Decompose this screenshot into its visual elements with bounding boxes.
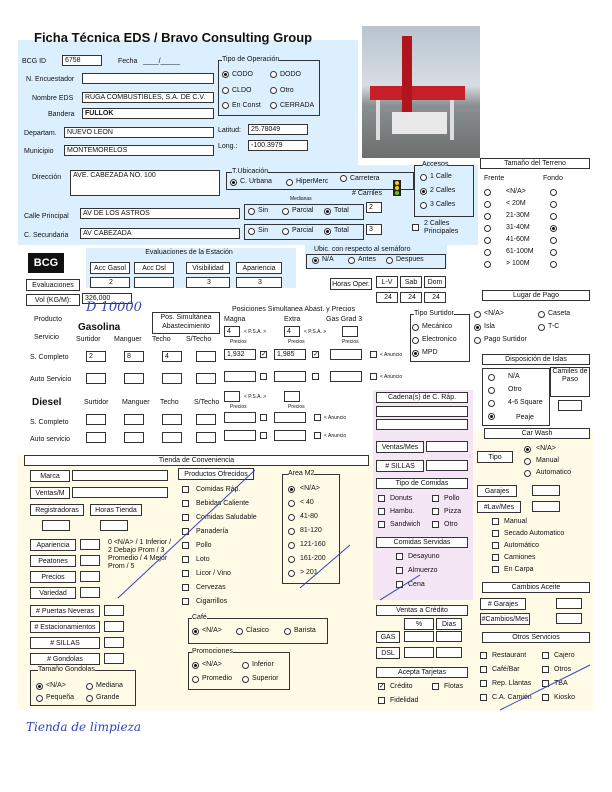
camiles-label: Camiles de Paso: [550, 367, 590, 397]
secundaria-label: C. Secundaria: [24, 232, 69, 239]
comidas-title: Tipo de Comidas: [376, 478, 468, 489]
dsl-col-header: Techo: [160, 399, 179, 406]
comida-label: Hambu.: [390, 508, 415, 515]
promo-na-label: <N/A>: [202, 661, 222, 668]
magna-precio-field[interactable]: 1,932: [224, 349, 256, 360]
apariencia-label: Apariencia: [30, 539, 76, 551]
terreno-row-label: 31-40M: [506, 224, 530, 231]
semaforo-title: Ubic. con respecto al semáforo: [314, 246, 411, 253]
flotas-label: Flotas: [444, 683, 464, 690]
extra-label: Extra: [284, 316, 301, 323]
principales-label: 2 Calles Principales: [424, 220, 459, 235]
carriles-field-2[interactable]: 3: [366, 224, 382, 235]
servicios-title: Otros Servicios: [482, 632, 590, 643]
carriles-field-1[interactable]: 2: [366, 202, 382, 213]
promo-superior-label: Superior: [252, 675, 279, 682]
evaluaciones-title: Evaluaciones de la Estación: [90, 248, 288, 259]
estacionamientos-label: # Estacionamientos: [30, 621, 100, 633]
eval-header: Apariencia: [236, 262, 282, 274]
servicio-label: Kiosko: [554, 694, 576, 701]
gondola-pequena-label: Pequeña: [46, 694, 75, 701]
gondola-mediana-label: Mediana: [96, 682, 123, 689]
total-label-2: Total: [334, 227, 349, 234]
calle-label: Calle Principal: [24, 213, 69, 220]
magna-precios-label: Precios: [230, 339, 247, 345]
carwash-check-label: En Carpa: [504, 566, 534, 573]
extra-precio-checkbox[interactable]: ✓: [313, 351, 319, 358]
area-label: 81-120: [300, 527, 322, 534]
comida-label: Donuts: [390, 495, 413, 502]
bcg-id-label: BCG ID: [22, 58, 47, 65]
gas-col-header: Manguer: [114, 336, 142, 343]
page-title: Ficha Técnica EDS / Bravo Consulting Group: [34, 30, 313, 45]
islas-na-label: N/A: [508, 373, 520, 380]
scale-text: 0 <N/A> / 1 Inferior / 2 Debajo Prom / 3 Promedio / 4 Mejor Prom / 5: [108, 539, 172, 570]
variedad-label: Variedad: [30, 587, 76, 599]
islas-square-label: 4-6 Square: [508, 399, 543, 406]
magna-precio-checkbox[interactable]: ✓: [261, 351, 267, 358]
producto-item-label: Pollo: [196, 542, 212, 549]
gas-col-header: Surtidor: [76, 336, 101, 343]
pago-na-label: <N/A>: [484, 310, 504, 317]
fondo-label: Fondo: [543, 175, 563, 182]
auto-anuncio-label: < Anuncio: [380, 374, 403, 380]
carwash-check-label: Secado Automatico: [504, 530, 565, 537]
gondola-na-label: <N/A>: [46, 682, 66, 689]
cafe-title: Café: [192, 614, 207, 621]
diesel-label: Diesel: [32, 397, 62, 408]
producto-item-label: Panadería: [196, 528, 229, 535]
comida-label: Otro: [444, 521, 458, 528]
horas-header: Sab: [400, 276, 422, 288]
gas-col-header: Techo: [152, 336, 171, 343]
bcg-id-field[interactable]: 6758: [62, 55, 102, 66]
secundaria-field[interactable]: AV CABEZADA: [80, 228, 240, 239]
gondola-grande-label: Grande: [96, 694, 120, 701]
encuestador-label: N. Encuestador: [26, 76, 75, 83]
municipio-label: Municipio: [24, 148, 54, 155]
total-label-1: Total: [334, 207, 349, 214]
pago-surtidor-label: Pago Surtidor: [484, 336, 527, 343]
latitud-field[interactable]: 25.78049: [248, 124, 308, 135]
area-label: 161-200: [300, 555, 326, 562]
cldo-label: CLDO: [232, 87, 252, 94]
precios-label: Precios: [30, 571, 76, 583]
area-label: > 201: [300, 569, 318, 576]
dsl-auto-label: Auto servicio: [30, 436, 71, 443]
eval-value[interactable]: 2: [90, 277, 130, 288]
eval-value[interactable]: 3: [186, 277, 230, 288]
tienda-sillas-label: # SILLAS: [30, 637, 100, 649]
servicio-label: Rep. Llantas: [492, 680, 532, 687]
s-completo-label: S. Completo: [30, 354, 69, 361]
credito-dsl-label: DSL: [376, 647, 400, 659]
codo-label: CODO: [232, 71, 253, 78]
horas-value[interactable]: 24: [400, 292, 422, 303]
electronico-label: Electronico: [422, 336, 457, 343]
terreno-row-label: > 100M: [506, 260, 530, 267]
semaforo-despues-label: Despues: [396, 256, 424, 263]
vol-field[interactable]: 326,000: [82, 293, 132, 304]
terreno-row-label: <N/A>: [506, 188, 526, 195]
horas-label: Horas Oper.: [330, 278, 372, 290]
servida-label: Desayuno: [408, 553, 440, 560]
area-label: <N/A>: [300, 485, 320, 492]
bcg-logo: BCG: [28, 253, 64, 273]
peatones-label: Peatones: [30, 555, 76, 567]
urbana-label: C. Urbana: [240, 178, 272, 185]
dsl-completo-label: S. Completo: [30, 419, 69, 426]
producto-item-label: Cervezas: [196, 584, 226, 591]
mecanico-label: Mecánico: [422, 323, 452, 330]
mpd-label: MPD: [422, 349, 438, 356]
sc-value[interactable]: 4: [162, 351, 182, 362]
cadena-title: Cadena(s) de C. Ráp.: [376, 392, 468, 403]
carriles-label: # Carriles: [352, 190, 382, 197]
islas-title: Disposición de Islas: [482, 354, 590, 365]
extra-psa-label: < P.S.A. >: [304, 329, 327, 335]
promo-inferior-label: Inferior: [252, 661, 274, 668]
frente-label: Frente: [484, 175, 505, 182]
fecha-label: Fecha: [118, 58, 138, 65]
servidas-title: Comidas Servidas: [376, 537, 468, 548]
nombre-field[interactable]: RUGA COMBUSTIBLES, S.A. DE C.V.: [82, 92, 214, 103]
aceite-title: Cambios Aceite: [482, 582, 590, 593]
gasolina-label: Gasolina: [78, 322, 121, 333]
semaforo-antes-label: Antes: [358, 256, 376, 263]
pago-tc-label: T-C: [548, 323, 560, 330]
productos-title: Productos Ofrecidos: [178, 468, 254, 480]
producto-item-label: Comidas Ráp.: [196, 486, 241, 493]
depto-label: Departam.: [24, 130, 57, 137]
depto-field[interactable]: NUEVO LEON: [64, 127, 214, 138]
comida-label: Pizza: [444, 508, 462, 515]
dsl-col-header: S/Techo: [194, 399, 220, 406]
longitud-field[interactable]: -100.3979: [248, 140, 308, 151]
dsl-col-header: Surtidor: [84, 399, 109, 406]
servida-label: Almuerzo: [408, 567, 438, 574]
producto-label: Producto: [34, 316, 63, 323]
eval-value[interactable]: 3: [236, 277, 282, 288]
dodo-label: DODO: [280, 71, 301, 78]
evaluaciones-row-label: Evaluaciones: [26, 279, 80, 291]
tienda-title: Tienda de Conveniencia: [24, 455, 369, 466]
ubicacion-title: T.Ubicación: [232, 168, 269, 175]
promo-promedio-label: Promedio: [202, 675, 232, 682]
lav-mes-label: #Lav/Mes: [477, 501, 521, 513]
dsl-anuncio-label-2: < Anuncio: [324, 433, 347, 439]
producto-item-label: Comidas Saludable: [196, 514, 257, 521]
servicio-label: Café/Bar: [492, 666, 520, 673]
area-label: 41-80: [300, 513, 318, 520]
parcial-label-1: Parcial: [292, 207, 314, 214]
eval-header: Visibilidad: [186, 262, 230, 274]
magna-psa-label: < P.S.A. >: [244, 329, 267, 335]
servicio-label: Otros: [554, 666, 572, 673]
gondolas-label: # Gondolas: [30, 653, 100, 665]
terreno-row-label: 41-60M: [506, 236, 530, 243]
gas-col-header: S/Techo: [186, 336, 212, 343]
carwash-check-label: Automático: [504, 542, 540, 549]
producto-item-label: Cigarrillos: [196, 598, 228, 605]
cafe-barista-label: Barista: [294, 627, 316, 634]
otro-op-label: Otro: [280, 87, 294, 94]
carwash-auto-label: Automatico: [536, 469, 572, 476]
bandera-label: Bandera: [48, 111, 75, 118]
credito-label: Crédito: [390, 683, 413, 690]
producto-item-label: Bebidas Caliente: [196, 500, 249, 507]
carwash-manual-label: Manual: [536, 457, 559, 464]
garajes-label: Garajes: [477, 485, 517, 497]
municipio-field[interactable]: MONTEMORELOS: [64, 145, 214, 156]
auto-servicio-label: Auto Servicio: [30, 376, 72, 383]
terreno-row-label: 61-100M: [506, 248, 534, 255]
calle-field[interactable]: AV DE LOS ASTROS: [80, 208, 240, 219]
carwash-tipo-label: Tipo: [477, 451, 513, 463]
aceite-garajes-label: # Garajes: [480, 598, 526, 610]
accesos-title: Accesos: [422, 161, 449, 168]
carretera-label: Carretera: [350, 175, 380, 182]
hipermerc-label: HiperMerc: [296, 178, 329, 185]
aceite-cambios-label: #Cambios/Mes: [480, 613, 530, 625]
acceso-1-label: 1 Calle: [430, 173, 452, 180]
marca-label: Marca: [30, 470, 70, 482]
dsl-psa-label: < P.S.A. >: [244, 394, 267, 400]
terreno-row-label: < 20M: [506, 200, 526, 207]
longitud-label: Long.:: [218, 143, 238, 150]
credito-dias-label: Dias: [436, 618, 462, 630]
magna-label: Magna: [224, 316, 246, 323]
direccion-label: Dirección: [32, 174, 62, 181]
en-const-label: En Const: [232, 102, 261, 109]
credito-checkbox[interactable]: ✓: [379, 683, 385, 690]
extra-pos-field[interactable]: 4: [284, 326, 300, 337]
cerrada-label: CERRADA: [280, 102, 315, 109]
bandera-field[interactable]: FULLOK: [82, 108, 214, 119]
sin-label-2: Sin: [258, 227, 269, 234]
producto-item-label: Loto: [196, 556, 210, 563]
carwash-na-label: <N/A>: [536, 445, 556, 452]
extra-precios-label: Precios: [288, 339, 305, 345]
servida-label: Cena: [408, 581, 425, 588]
cafe-clasico-label: Clasico: [246, 627, 269, 634]
dsl-precios-label: Precios: [230, 404, 247, 410]
tarjetas-title: Acepta Tarjetas: [376, 667, 468, 678]
credito-gas-label: GAS: [376, 631, 400, 643]
semaforo-na-label: N/A: [322, 256, 334, 263]
area-title: Area M2: [288, 470, 315, 477]
horas-value[interactable]: 24: [424, 292, 446, 303]
acceso-2-label: 2 Calles: [430, 187, 456, 194]
surtidor-title: Tipo Surtidor: [414, 310, 454, 317]
horas-header: L-V: [376, 276, 398, 288]
promociones-title: Promociones: [192, 648, 233, 655]
dsl-precios-label-2: Precios: [288, 404, 305, 410]
pago-title: Lugar de Pago: [482, 290, 590, 301]
extra-precio-field[interactable]: 1,985: [274, 349, 306, 360]
producto-item-label: Licor / Vino: [196, 570, 231, 577]
cafe-na-label: <N/A>: [202, 627, 222, 634]
gas-grad-label: Gas Grad 3: [326, 316, 363, 323]
registradoras-label: Registradoras: [30, 504, 84, 516]
horas-header: Dom: [424, 276, 446, 288]
islas-peaje-label: Peaje: [516, 414, 534, 421]
ventas-mes-label: Ventas/Mes: [376, 441, 424, 453]
horas-tienda-label: Horas Tienda: [90, 504, 142, 516]
vol-label: Vol (KG/M):: [26, 294, 80, 306]
sillas-label: # SILLAS: [376, 460, 424, 472]
direccion-field[interactable]: AVE. CABEZADA NO. 100: [70, 170, 220, 196]
pago-isla-label: Isla: [484, 323, 495, 330]
area-label: < 40: [300, 499, 314, 506]
puertas-label: # Puertas Neveras: [30, 605, 100, 617]
sc-value[interactable]: 8: [124, 351, 144, 362]
dsl-anuncio-label-1: < Anuncio: [324, 415, 347, 421]
medianas-label: Medianas: [290, 196, 312, 202]
pago-caseta-label: Caseta: [548, 310, 571, 317]
vol-handwritten-note: D 10000: [86, 300, 142, 315]
gas-precios-label: Precios: [342, 339, 359, 345]
operacion-title: Tipo de Operación: [222, 56, 280, 63]
servicio-label: Restaurant: [492, 652, 527, 659]
islas-otro-label: Otro: [508, 386, 522, 393]
latitud-label: Latitud:: [218, 127, 241, 134]
servicio-label: Servicio: [34, 334, 59, 341]
fidelidad-label: Fidelidad: [390, 697, 419, 704]
pos-abast-label: Posiciones Simultanea Abast. y Precios: [232, 306, 355, 313]
dsl-col-header: Manguer: [122, 399, 150, 406]
carwash-check-label: Camiones: [504, 554, 536, 561]
gas-anuncio-label: < Anuncio: [380, 352, 403, 358]
fecha-value[interactable]: ____/_____: [143, 58, 180, 65]
comida-label: Pollo: [444, 495, 460, 502]
credito-title: Ventas a Crédito: [376, 605, 468, 616]
servicio-label: Cajero: [554, 652, 575, 659]
sin-label-1: Sin: [258, 207, 269, 214]
footer-handwritten-note: Tienda de limpieza: [26, 720, 142, 734]
comida-label: Sandwich: [390, 521, 421, 528]
pos-simul-button: Pos. Simultánea Abastecimiento: [152, 312, 220, 334]
terreno-title: Tamaño del Terreno: [480, 158, 590, 169]
sc-value[interactable]: 2: [86, 351, 106, 362]
parcial-label-2: Parcial: [292, 227, 314, 234]
terreno-row-label: 21-30M: [506, 212, 530, 219]
magna-pos-field[interactable]: 4: [224, 326, 240, 337]
eval-header: Acc Gasol: [90, 262, 130, 274]
ventas-m-label: Ventas/M: [30, 487, 70, 499]
eval-header: Acc Dsl: [134, 262, 174, 274]
acceso-3-label: 3 Calles: [430, 201, 456, 208]
credito-pct-label: %: [404, 618, 434, 630]
carwash-title: Car Wash: [484, 428, 590, 439]
servicio-label: C.A. Camión: [492, 694, 532, 701]
tam-gondolas-title: Tamaño Gondolas: [38, 666, 95, 673]
area-label: 121-160: [300, 541, 326, 548]
horas-value[interactable]: 24: [376, 292, 398, 303]
carwash-check-label: Manual: [504, 518, 527, 525]
servicio-label: TBA: [554, 680, 568, 687]
nombre-label: Nombre EDS: [32, 95, 74, 102]
